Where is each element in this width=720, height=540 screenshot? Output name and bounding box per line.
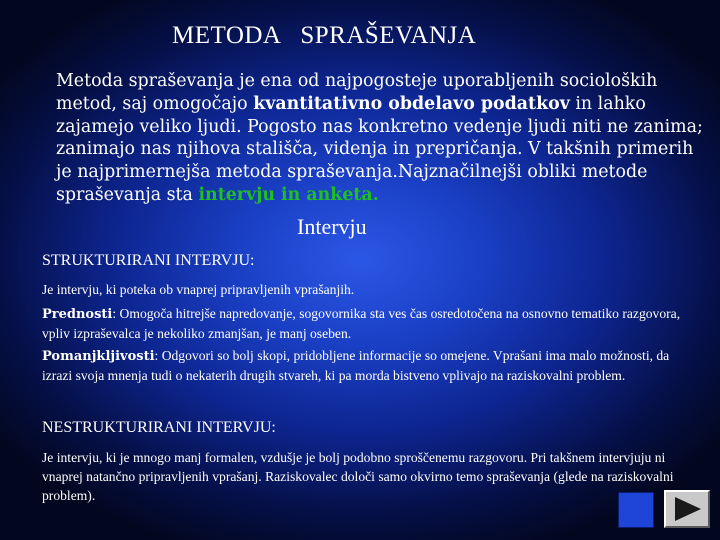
intro-highlight-text: intervju in anketa. — [198, 184, 379, 205]
disadvantages-label: Pomanjkljivosti — [42, 349, 155, 364]
structured-interview-disadvantages — [42, 346, 692, 385]
structured-interview-definition: Je intervju, ki poteka ob vnaprej pripravljenih vprašanjih. — [42, 282, 355, 297]
next-slide-button[interactable] — [664, 490, 710, 528]
structured-interview-heading: STRUKTURIRANI INTERVJU: — [42, 252, 255, 269]
intro-paragraph — [56, 70, 706, 207]
disadvantages-text: : Odgovori so bolj skopi, pridobljene informacije so omejene. Vprašani ima malo možnosti, da izrazi svoja mnenja tudi o nekaterih drugih stvareh, ki pa morda bistveno vplivajo na raziskovalni problem. — [42, 348, 670, 383]
intro-text-part1: Metoda spraševanja je ena od najpogosteje uporabljenih socioloških metod, saj omogočajo — [56, 71, 658, 114]
advantages-label: Prednosti — [42, 307, 113, 322]
intro-text-part2: in lahko zajamejo veliko ljudi. Pogosto nas konkretno vedenje ljudi niti ne zanima; zanimajo nas njihova stališča, videnja in prepričanja. V takšnih primerih je najprimernejša metoda spraševanja.Najznačilnejši obliki metode spraševanja sta — [56, 93, 703, 205]
page-title: METODA SPRAŠEVANJA — [172, 22, 477, 49]
blank-nav-button[interactable] — [618, 492, 654, 528]
play-triangle-icon — [672, 495, 704, 523]
unstructured-interview-definition: Je intervju, ki je mnogo manj formalen, vzdušje je bolj podobno sproščenemu razgovoru. Pri takšnem intervjuju ni vnaprej natančno pripravljenih vprašanj. Raziskovalec določi samo okvirno temo spraševanja (glede na raziskovalni problem). — [42, 450, 674, 503]
structured-interview-advantages — [42, 304, 692, 343]
intro-bold-text: kvantitativno obdelavo podatkov — [253, 93, 570, 114]
section-subtitle: Intervju — [297, 214, 367, 239]
advantages-text: : Omogoča hitrejše napredovanje, sogovornika sta ves čas osredotočena na osnovno tematiko razgovora, vpliv izpraševalca je nekoliko zmanjšan, je manj oseben. — [42, 306, 681, 341]
unstructured-interview-heading: NESTRUKTURIRANI INTERVJU: — [42, 419, 276, 436]
